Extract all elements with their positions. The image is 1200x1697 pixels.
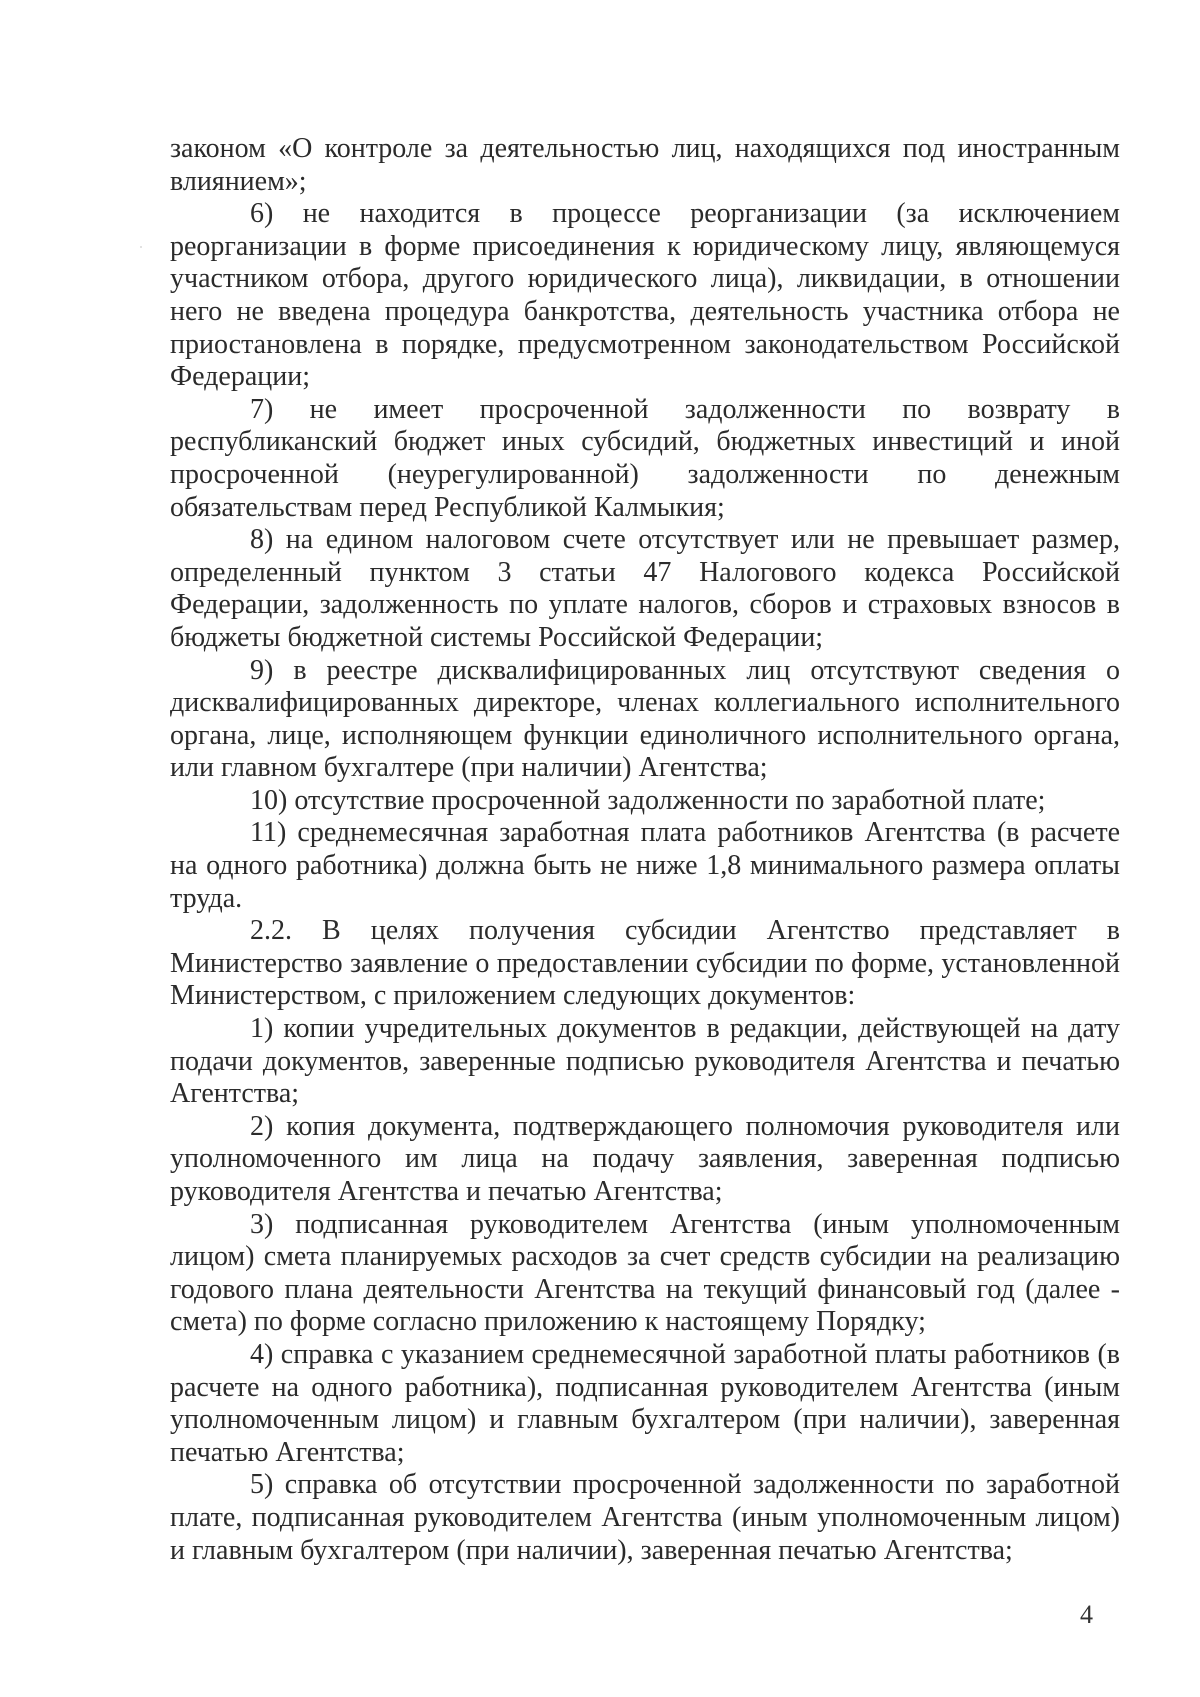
paragraph-item-11: 11) среднемесячная заработная плата работников Агентства (в расчете на одного работника) должна быть не ниже 1,8 минимального размера оплаты труда. — [170, 817, 1120, 914]
paragraph-item-6: 6) не находится в процессе реорганизации (за исключением реорганизации в форме присоединения к юридическому лицу, являющемуся участником отбора, другого юридического лица), ликвидации, в отношении него не введена процедура банкротства, деятельность участника отбора не приостановлена в порядке, предусмотренном законодательством Российской Федерации; — [170, 198, 1120, 393]
page-number: 4 — [1080, 1600, 1093, 1629]
document-page — [170, 133, 1120, 1567]
paragraph-doc-2: 2) копия документа, подтверждающего полномочия руководителя или уполномоченного им лица на подачу заявления, заверенная подписью руководителя Агентства и печатью Агентства; — [170, 1110, 1120, 1207]
paragraph-doc-5: 5) справка об отсутствии просроченной задолженности по заработной плате, подписанная руководителем Агентства (иным уполномоченным лицом) и главным бухгалтером (при наличии), заверенная печатью Агентства; — [170, 1469, 1120, 1566]
paragraph-item-8: 8) на едином налоговом счете отсутствует или не превышает размер, определенный пунктом 3 статьи 47 Налогового кодекса Российской Федерации, задолженность по уплате налогов, сборов и страховых взносов в бюджеты бюджетной системы Российской Федерации; — [170, 524, 1120, 653]
paragraph-item-10: 10) отсутствие просроченной задолженности по заработной плате; — [250, 784, 1046, 816]
paragraph-item-9: 9) в реестре дисквалифицированных лиц отсутствуют сведения о дисквалифицированных директоре, членах коллегиального исполнительного органа, лице, исполняющем функции единоличного исполнительного органа, или главном бухгалтере (при наличии) Агентства; — [170, 654, 1120, 784]
paragraph-section-2-2: 2.2. В целях получения субсидии Агентство представляет в Министерство заявление о предоставлении субсидии по форме, установленной Министерством, с приложением следующих документов: — [170, 915, 1120, 1012]
paragraph-doc-1: 1) копии учредительных документов в редакции, действующей на дату подачи документов, заверенные подписью руководителя Агентства и печатью Агентства; — [170, 1013, 1120, 1110]
paragraph-item-7: 7) не имеет просроченной задолженности по возврату в республиканский бюджет иных субсидий, бюджетных инвестиций и иной просроченной (неурегулированной) задолженности по денежным обязательствам перед Республикой Калмыкия; — [170, 393, 1120, 523]
paragraph-continuation: законом «О контроле за деятельностью лиц, находящихся под иностранным влиянием»; — [170, 133, 1120, 197]
scan-artifact — [140, 246, 142, 248]
paragraph-doc-4: 4) справка с указанием среднемесячной заработной платы работников (в расчете на одного работника), подписанная руководителем Агентства (иным уполномоченным лицом) и главным бухгалтером (при наличии), заверенная печатью Агентства; — [170, 1338, 1120, 1468]
paragraph-doc-3: 3) подписанная руководителем Агентства (иным уполномоченным лицом) смета планируемых расходов за счет средств субсидии на реализацию годового плана деятельности Агентства на текущий финансовый год (далее - смета) по форме согласно приложению к настоящему Порядку; — [170, 1208, 1120, 1338]
